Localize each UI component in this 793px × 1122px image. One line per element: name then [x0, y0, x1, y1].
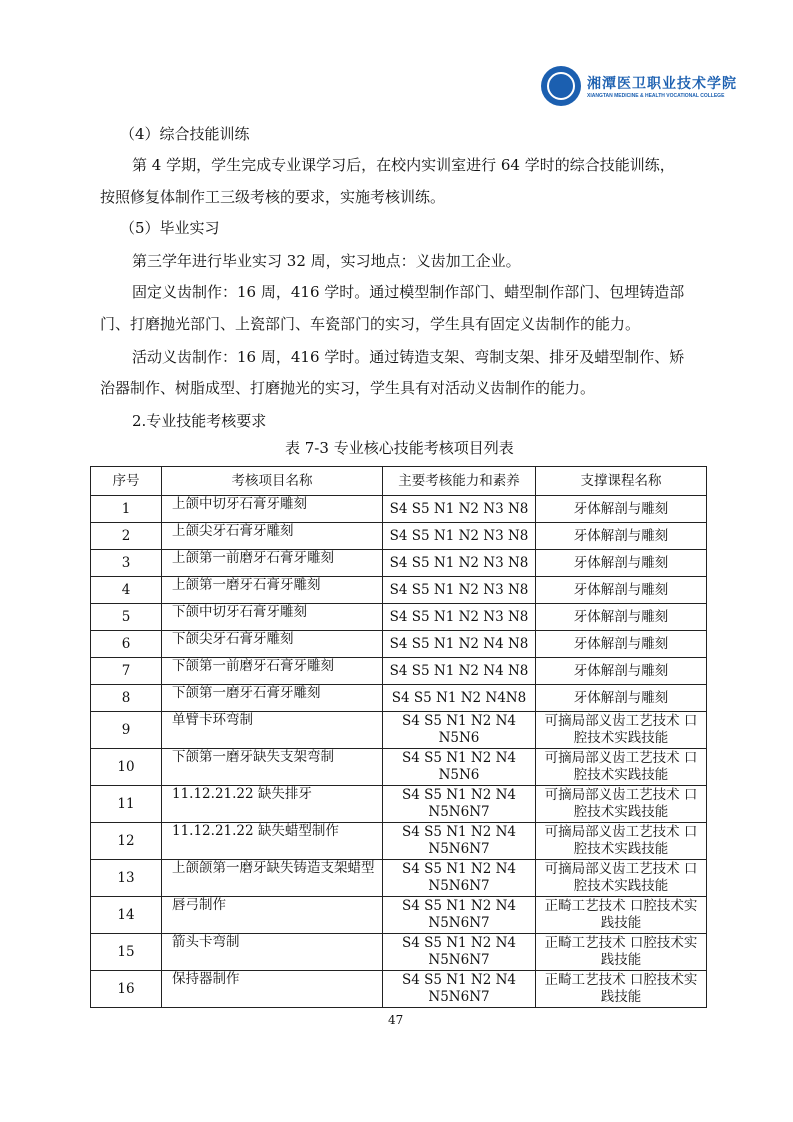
header-courses: 支撑课程名称 — [536, 467, 707, 496]
abilities: S4 S5 N1 N2 N4 N5N6 — [383, 712, 536, 749]
table-row — [91, 496, 707, 523]
row-index: 1 — [91, 496, 162, 523]
abilities: S4 S5 N1 N2 N3 N8 — [383, 550, 536, 577]
courses: 正畸工艺技术 口腔技术实践技能 — [536, 934, 707, 971]
logo-chinese-name: 湘潭医卫职业技术学院 — [587, 76, 737, 92]
abilities: S4 S5 N1 N2 N4 N5N6N7 — [383, 786, 536, 823]
courses: 牙体解剖与雕刻 — [536, 496, 707, 523]
row-index: 13 — [91, 860, 162, 897]
table-row — [91, 631, 707, 658]
table-row — [91, 934, 707, 971]
item-name: 单臂卡环弯制 — [162, 712, 383, 749]
courses: 牙体解剖与雕刻 — [536, 550, 707, 577]
row-index: 15 — [91, 934, 162, 971]
table-row — [91, 685, 707, 712]
page-number: 47 — [388, 1013, 404, 1027]
abilities: S4 S5 N1 N2 N4 N5N6N7 — [383, 897, 536, 934]
table-row — [91, 749, 707, 786]
abilities: S4 S5 N1 N2 N3 N8 — [383, 604, 536, 631]
item-name: 上颌第一前磨牙石膏牙雕刻 — [162, 550, 383, 577]
skills-assessment-table — [90, 466, 707, 1008]
paragraph-line: 门、打磨抛光部门、上瓷部门、车瓷部门的实习，学生具有固定义齿制作的能力。 — [100, 315, 641, 333]
courses: 牙体解剖与雕刻 — [536, 658, 707, 685]
abilities: S4 S5 N1 N2 N4 N8 — [383, 631, 536, 658]
item-name: 保持器制作 — [162, 971, 383, 1008]
courses: 牙体解剖与雕刻 — [536, 523, 707, 550]
row-index: 12 — [91, 823, 162, 860]
row-index: 8 — [91, 685, 162, 712]
item-name: 唇弓制作 — [162, 897, 383, 934]
logo-english-name: XIANGTAN MEDICINE & HEALTH VOCATIONAL COLLEGE — [587, 93, 725, 99]
abilities: S4 S5 N1 N2 N4 N5N6N7 — [383, 823, 536, 860]
row-index: 11 — [91, 786, 162, 823]
table-row — [91, 550, 707, 577]
row-index: 3 — [91, 550, 162, 577]
paragraph-line: 治器制作、树脂成型、打磨抛光的实习，学生具有对活动义齿制作的能力。 — [100, 379, 596, 397]
item-name: 下颌第一磨牙缺失支架弯制 — [162, 749, 383, 786]
table-row — [91, 860, 707, 897]
abilities: S4 S5 N1 N2 N3 N8 — [383, 577, 536, 604]
abilities: S4 S5 N1 N2 N4 N5N6 — [383, 749, 536, 786]
table-row — [91, 786, 707, 823]
row-index: 4 — [91, 577, 162, 604]
table-row — [91, 523, 707, 550]
item-name: 下颌第一磨牙石膏牙雕刻 — [162, 685, 383, 712]
abilities: S4 S5 N1 N2 N4 N5N6N7 — [383, 934, 536, 971]
courses: 牙体解剖与雕刻 — [536, 604, 707, 631]
courses: 可摘局部义齿工艺技术 口腔技术实践技能 — [536, 823, 707, 860]
table-row — [91, 823, 707, 860]
table-row — [91, 897, 707, 934]
college-seal-icon — [541, 66, 581, 106]
courses: 可摘局部义齿工艺技术 口腔技术实践技能 — [536, 860, 707, 897]
item-name: 上颌颌第一磨牙缺失铸造支架蜡型 — [162, 860, 383, 897]
table-row — [91, 577, 707, 604]
table-row — [91, 971, 707, 1008]
header-abilities: 主要考核能力和素养 — [383, 467, 536, 496]
row-index: 6 — [91, 631, 162, 658]
table-row — [91, 604, 707, 631]
row-index: 14 — [91, 897, 162, 934]
item-name: 上颌第一磨牙石膏牙雕刻 — [162, 577, 383, 604]
paragraph-line: 按照修复体制作工三级考核的要求，实施考核训练。 — [100, 188, 446, 206]
paragraph-line: 活动义齿制作：16 周，416 学时。通过铸造支架、弯制支架、排牙及蜡型制作、矫 — [132, 348, 685, 366]
heading-4: （4）综合技能训练 — [120, 125, 250, 143]
courses: 可摘局部义齿工艺技术 口腔技术实践技能 — [536, 749, 707, 786]
header-item-name: 考核项目名称 — [162, 467, 383, 496]
table-row — [91, 658, 707, 685]
abilities: S4 S5 N1 N2 N3 N8 — [383, 523, 536, 550]
paragraph-line: 第 4 学期，学生完成专业课学习后，在校内实训室进行 64 学时的综合技能训练， — [132, 156, 675, 174]
item-name: 11.12.21.22 缺失蜡型制作 — [162, 823, 383, 860]
abilities: S4 S5 N1 N2 N3 N8 — [383, 496, 536, 523]
item-name: 下颌第一前磨牙石膏牙雕刻 — [162, 658, 383, 685]
courses: 正畸工艺技术 口腔技术实践技能 — [536, 897, 707, 934]
heading-5: （5）毕业实习 — [120, 219, 220, 237]
item-name: 上颌尖牙石膏牙雕刻 — [162, 523, 383, 550]
courses: 牙体解剖与雕刻 — [536, 631, 707, 658]
table-row — [91, 712, 707, 749]
college-logo — [541, 66, 737, 106]
abilities: S4 S5 N1 N2 N4N8 — [383, 685, 536, 712]
abilities: S4 S5 N1 N2 N4 N8 — [383, 658, 536, 685]
table-caption: 表 7-3 专业核心技能考核项目列表 — [285, 439, 514, 457]
header-index: 序号 — [91, 467, 162, 496]
courses: 牙体解剖与雕刻 — [536, 577, 707, 604]
abilities: S4 S5 N1 N2 N4 N5N6N7 — [383, 971, 536, 1008]
row-index: 2 — [91, 523, 162, 550]
item-name: 下颌中切牙石膏牙雕刻 — [162, 604, 383, 631]
courses: 可摘局部义齿工艺技术 口腔技术实践技能 — [536, 712, 707, 749]
paragraph-line: 第三学年进行毕业实习 32 周，实习地点：义齿加工企业。 — [132, 252, 521, 270]
item-name: 下颌尖牙石膏牙雕刻 — [162, 631, 383, 658]
row-index: 10 — [91, 749, 162, 786]
section-heading: 2.专业技能考核要求 — [132, 412, 267, 430]
abilities: S4 S5 N1 N2 N4 N5N6N7 — [383, 860, 536, 897]
courses: 正畸工艺技术 口腔技术实践技能 — [536, 971, 707, 1008]
row-index: 7 — [91, 658, 162, 685]
row-index: 16 — [91, 971, 162, 1008]
row-index: 9 — [91, 712, 162, 749]
row-index: 5 — [91, 604, 162, 631]
paragraph-line: 固定义齿制作：16 周，416 学时。通过模型制作部门、蜡型制作部门、包埋铸造部 — [132, 283, 685, 301]
item-name: 11.12.21.22 缺失排牙 — [162, 786, 383, 823]
courses: 可摘局部义齿工艺技术 口腔技术实践技能 — [536, 786, 707, 823]
item-name: 箭头卡弯制 — [162, 934, 383, 971]
item-name: 上颌中切牙石膏牙雕刻 — [162, 496, 383, 523]
courses: 牙体解剖与雕刻 — [536, 685, 707, 712]
